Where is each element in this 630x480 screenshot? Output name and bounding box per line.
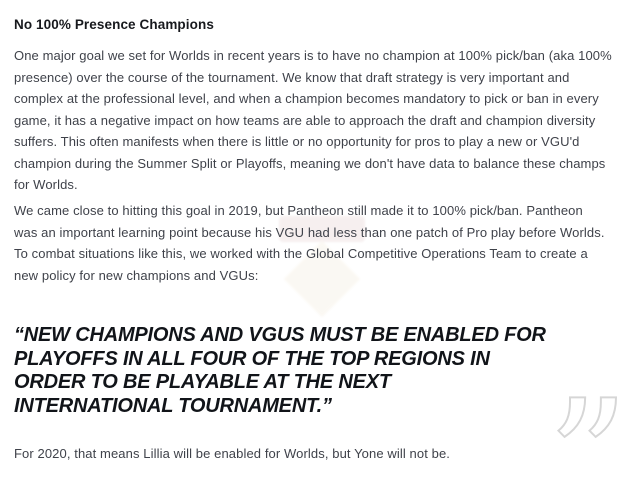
text-line: To combat situations like this, we worked with the Global Competitive Operations Team to create a: [14, 246, 588, 261]
text-line: presence) over the course of the tournament. We know that draft strategy is very important and: [14, 69, 570, 85]
pull-quote: [14, 324, 546, 418]
text-line: One major goal we set for Worlds in recent years is to have no champion at 100% pick/ban (aka 100%: [14, 48, 612, 63]
pull-quote-line: ORDER TO BE PLAYABLE AT THE NEXT: [14, 371, 391, 394]
closing-quote-glyph: ”: [547, 365, 629, 480]
paragraph-2: [14, 200, 605, 286]
text-line: new policy for new champions and VGUs:: [14, 267, 259, 283]
pull-quote-line: INTERNATIONAL TOURNAMENT.”: [14, 394, 332, 417]
text-line: for Worlds.: [14, 177, 78, 192]
closing-quote-icon: [547, 365, 629, 480]
text-line: complex at the professional level, and when a champion becomes mandatory to pick or ban in every: [14, 91, 599, 106]
text-line: We came close to hitting this goal in 2019, but Pantheon still made it to 100% pick/ban. Pantheon: [14, 203, 583, 218]
pull-quote-line: PLAYOFFS IN ALL FOUR OF THE TOP REGIONS IN: [14, 347, 490, 370]
closing-paragraph: For 2020, that means Lillia will be enabled for Worlds, but Yone will not be.: [14, 446, 450, 461]
text-line: game, it has a negative impact on how teams are able to approach the draft and champion diversity: [14, 112, 596, 128]
pull-quote-line: “NEW CHAMPIONS AND VGUS MUST BE ENABLED FOR: [14, 324, 546, 346]
paragraph-1: [14, 45, 612, 196]
text-line: suffers. This often manifests when there is little or no opportunity for pros to play a new or VGU'd: [14, 134, 580, 149]
text-line: was an important learning point because his VGU had less than one patch of Pro play before Worlds.: [14, 224, 605, 240]
text-line: champion during the Summer Split or Playoffs, meaning we don't have data to balance these champs: [14, 155, 606, 171]
article-heading: No 100% Presence Champions: [14, 17, 214, 32]
